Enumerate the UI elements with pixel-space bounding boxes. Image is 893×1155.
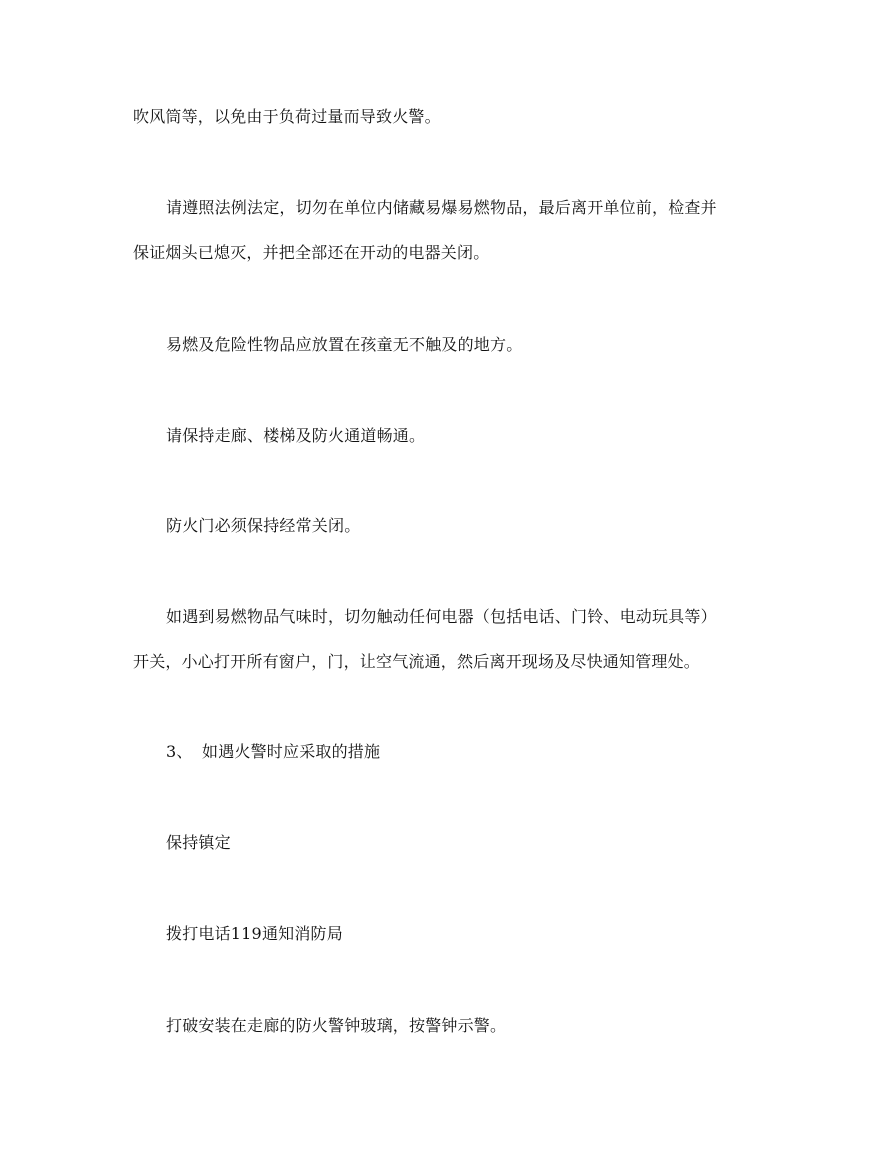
paragraph-line: 请遵照法例法定，切勿在单位内储藏易爆易燃物品，最后离开单位前，检查并 — [166, 198, 717, 217]
paragraph-line: 保证烟头已熄灭，并把全部还在开动的电器关闭。 — [133, 243, 490, 262]
list-item: 拨打电话119通知消防局 — [166, 924, 343, 943]
paragraph-line: 吹风筒等，以免由于负荷过量而导致火警。 — [133, 107, 441, 126]
list-item: 保持镇定 — [166, 833, 231, 852]
section-number: 3、 — [166, 742, 193, 761]
section-title: 如遇火警时应采取的措施 — [202, 742, 381, 761]
paragraph-line: 易燃及危险性物品应放置在孩童无不触及的地方。 — [166, 335, 523, 354]
paragraph-line: 如遇到易燃物品气味时，切勿触动任何电器（包括电话、门铃、电动玩具等） — [166, 607, 717, 626]
paragraph-line: 开关，小心打开所有窗户，门，让空气流通，然后离开现场及尽快通知管理处。 — [133, 652, 701, 671]
paragraph-line: 请保持走廊、楼梯及防火通道畅通。 — [166, 426, 426, 445]
paragraph-line: 防火门必须保持经常关闭。 — [166, 516, 361, 535]
list-item: 打破安装在走廊的防火警钟玻璃，按警钟示警。 — [166, 1016, 507, 1035]
section-heading — [166, 741, 380, 763]
